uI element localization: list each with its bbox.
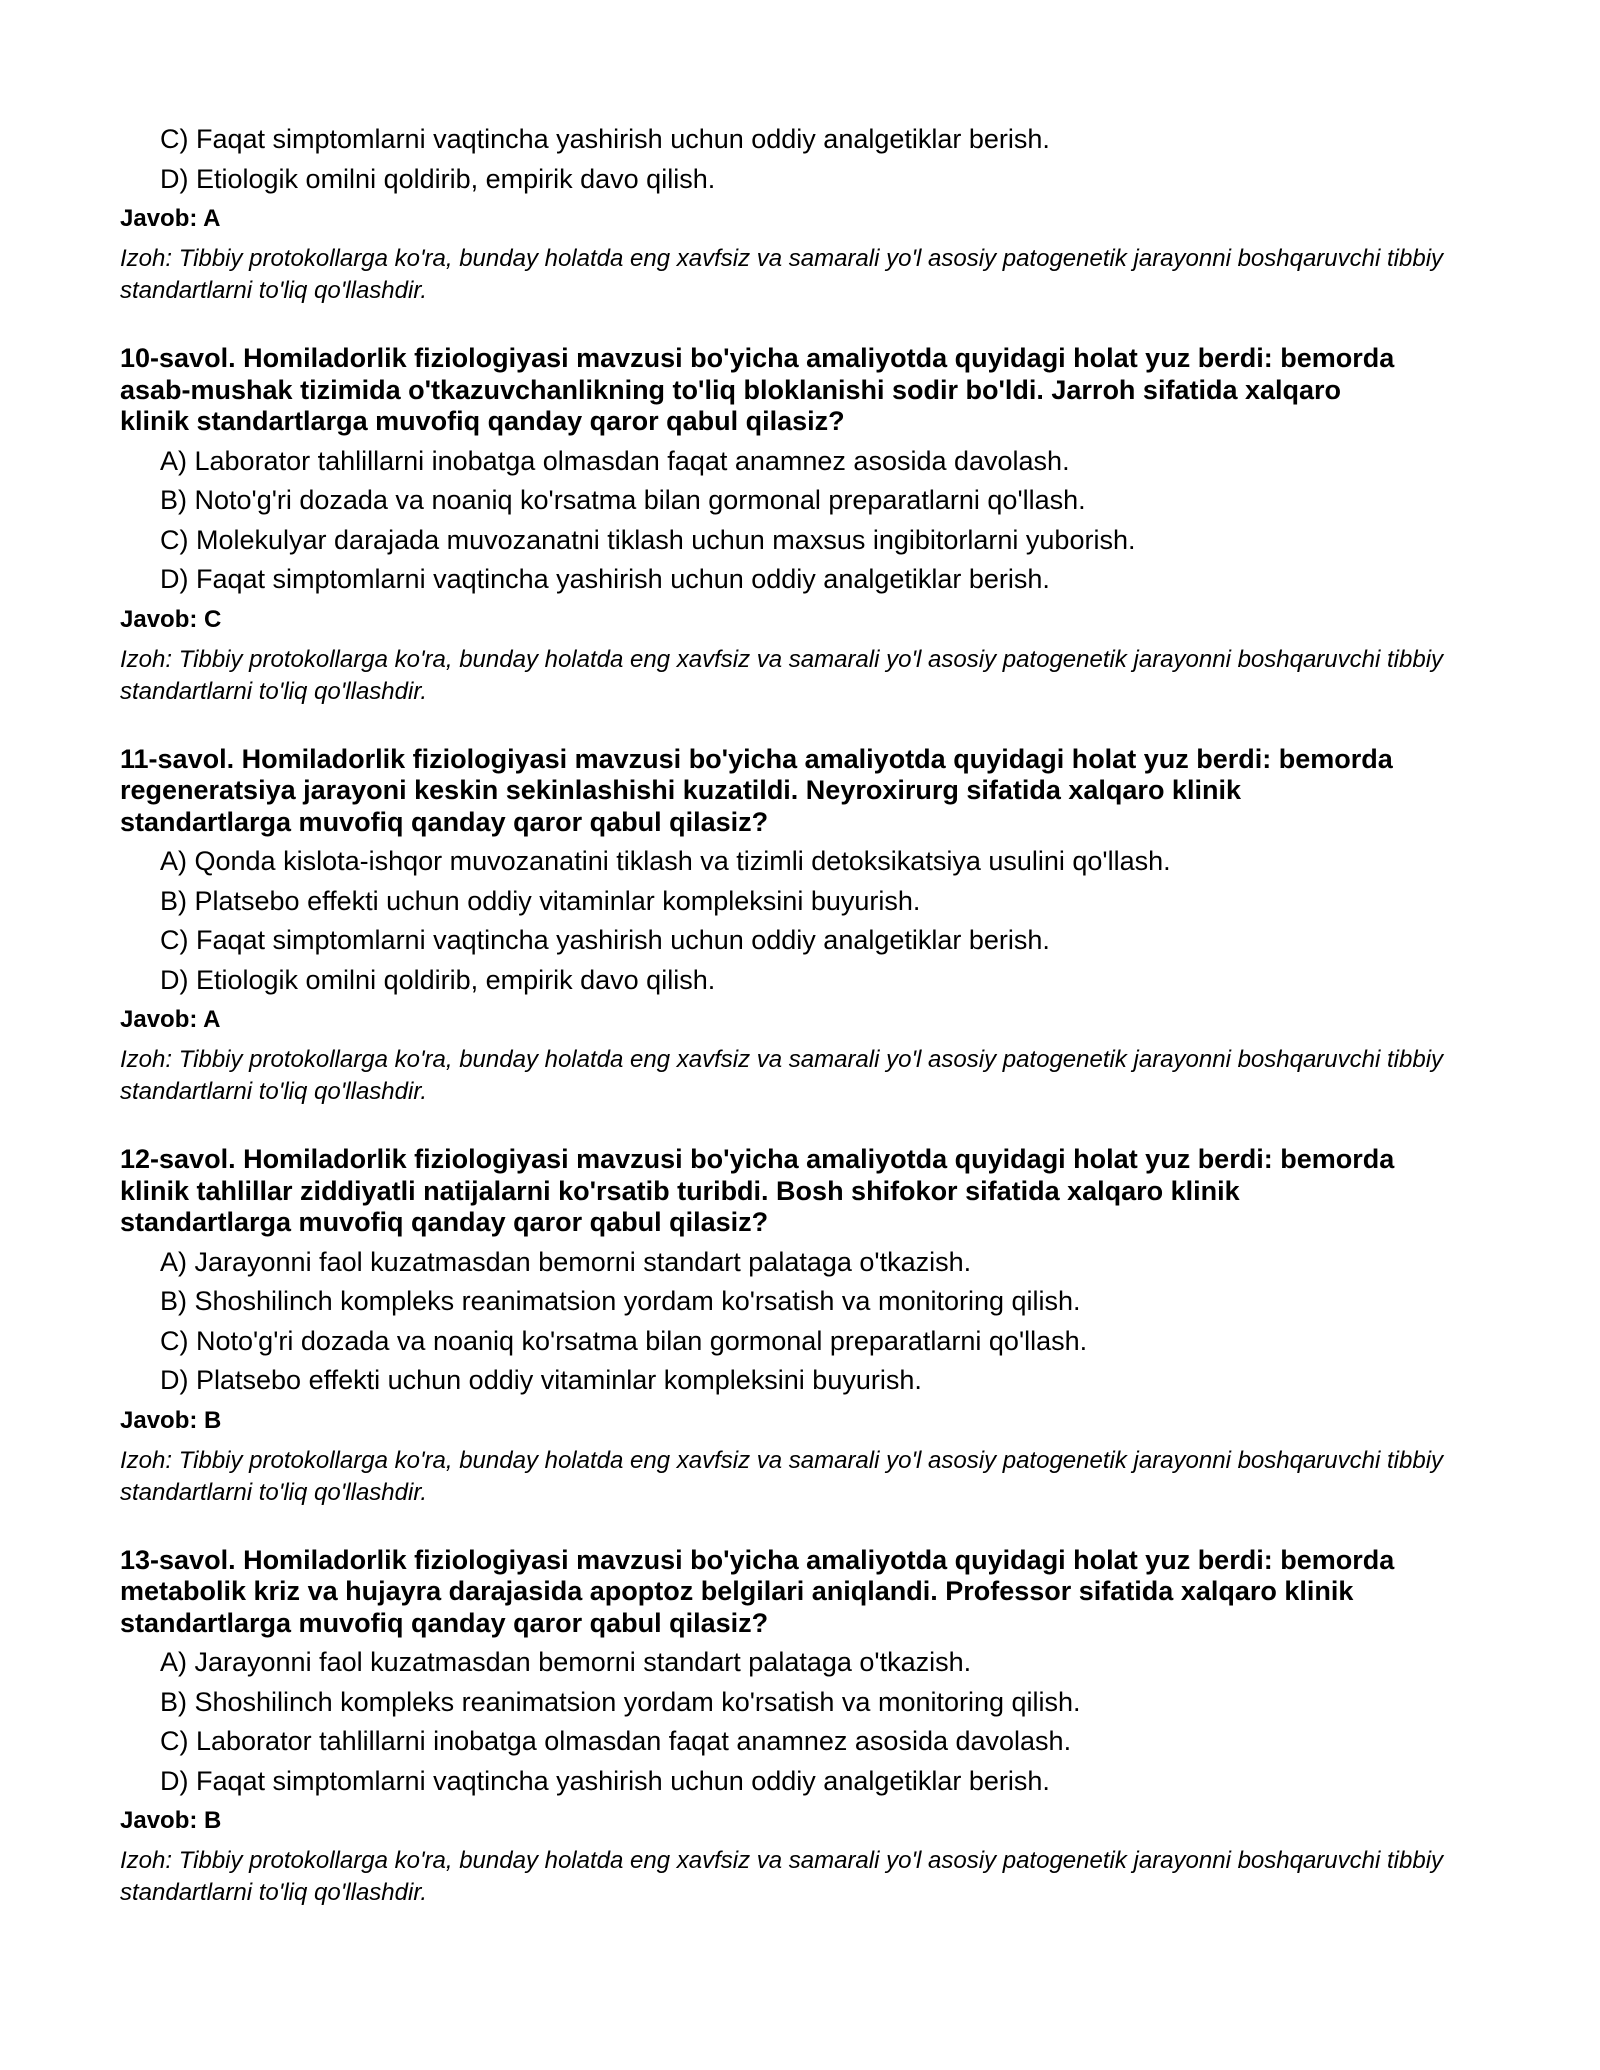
option-c: C) Faqat simptomlarni vaqtincha yashirish uchun oddiy analgetiklar berish.	[160, 124, 1050, 154]
question-line: standartlarga muvofiq qanday qaror qabul qilasiz?	[120, 1207, 769, 1237]
answer-label: Javob: C	[120, 605, 222, 633]
question-line: klinik tahlillar ziddiyatli natijalarni ko'rsatib turibdi. Bosh shifokor sifatida xalqaro klinik	[120, 1175, 1240, 1206]
question-line: 13-savol. Homiladorlik fiziologiyasi mavzusi bo'yicha amaliyotda quyidagi holat yuz berdi: bemorda	[120, 1544, 1395, 1575]
document-page	[120, 120, 1500, 1909]
option-c: C) Laborator tahlillarni inobatga olmasdan faqat anamnez asosida davolash.	[160, 1726, 1072, 1756]
explanation-text: Izoh: Tibbiy protokollarga ko'ra, bunday holatda eng xavfsiz va samarali yo'l asosiy patogenetik jarayonni boshqaruvchi tibbiy standartlarni to'liq qo'llashdir.	[120, 1446, 1444, 1506]
explanation-text: Izoh: Tibbiy protokollarga ko'ra, bunday holatda eng xavfsiz va samarali yo'l asosiy patogenetik jarayonni boshqaruvchi tibbiy standartlarni to'liq qo'llashdir.	[120, 1046, 1444, 1105]
question-line: asab-mushak tizimida o'tkazuvchanlikning to'liq bloklanishi sodir bo'ldi. Jarroh sifatida xalqaro	[120, 374, 1341, 405]
question-line: regeneratsiya jarayoni keskin sekinlashishi kuzatildi. Neyroxirurg sifatida xalqaro klinik	[120, 775, 1241, 805]
option-a: A) Qonda kislota-ishqor muvozanatini tiklash va tizimli detoksikatsiya usulini qo'llash.	[160, 846, 1171, 876]
option-d: D) Etiologik omilni qoldirib, empirik davo qilish.	[160, 964, 716, 995]
answer-label: Javob: A	[120, 1006, 221, 1033]
explanation-text: Izoh: Tibbiy protokollarga ko'ra, bunday holatda eng xavfsiz va samarali yo'l asosiy patogenetik jarayonni boshqaruvchi tibbiy standartlarni to'liq qo'llashdir.	[120, 1847, 1444, 1906]
question-12	[120, 1144, 1500, 1509]
question-line: 10-savol. Homiladorlik fiziologiyasi mavzusi bo'yicha amaliyotda quyidagi holat yuz berdi: bemorda	[120, 343, 1395, 373]
option-a: A) Laborator tahlillarni inobatga olmasdan faqat anamnez asosida davolash.	[160, 445, 1070, 476]
question-line: metabolik kriz va hujayra darajasida apoptoz belgilari aniqlandi. Professor sifatida xalqaro klinik	[120, 1576, 1354, 1606]
option-b: B) Platsebo effekti uchun oddiy vitaminlar kompleksini buyurish.	[160, 885, 921, 916]
question-title	[120, 744, 1500, 839]
question-10	[120, 343, 1500, 708]
question-title	[120, 343, 1500, 438]
question-line: 12-savol. Homiladorlik fiziologiyasi mavzusi bo'yicha amaliyotda quyidagi holat yuz berdi: bemorda	[120, 1144, 1395, 1174]
question-11	[120, 744, 1500, 1109]
answer-label: Javob: A	[120, 205, 221, 232]
option-a: A) Jarayonni faol kuzatmasdan bemorni standart palataga o'tkazish.	[160, 1647, 972, 1677]
answer-label: Javob: B	[120, 1807, 222, 1834]
explanation-text: Izoh: Tibbiy protokollarga ko'ra, bunday holatda eng xavfsiz va samarali yo'l asosiy patogenetik jarayonni boshqaruvchi tibbiy standartlarni to'liq qo'llashdir.	[120, 645, 1444, 705]
option-c: C) Faqat simptomlarni vaqtincha yashirish uchun oddiy analgetiklar berish.	[160, 925, 1050, 955]
explanation-text: Izoh: Tibbiy protokollarga ko'ra, bunday holatda eng xavfsiz va samarali yo'l asosiy patogenetik jarayonni boshqaruvchi tibbiy standartlarni to'liq qo'llashdir.	[120, 245, 1444, 304]
option-b: B) Noto'g'ri dozada va noaniq ko'rsatma bilan gormonal preparatlarni qo'llash.	[160, 485, 1086, 515]
question-line: 11-savol. Homiladorlik fiziologiyasi mavzusi bo'yicha amaliyotda quyidagi holat yuz berdi: bemorda	[120, 743, 1393, 774]
question-line: standartlarga muvofiq qanday qaror qabul qilasiz?	[120, 1607, 769, 1638]
option-b: B) Shoshilinch kompleks reanimatsion yordam ko'rsatish va monitoring qilish.	[160, 1686, 1081, 1717]
question-line: standartlarga muvofiq qanday qaror qabul qilasiz?	[120, 806, 769, 837]
option-d: D) Faqat simptomlarni vaqtincha yashirish uchun oddiy analgetiklar berish.	[160, 1765, 1050, 1796]
question-title	[120, 1545, 1500, 1640]
option-d: D) Etiologik omilni qoldirib, empirik davo qilish.	[160, 163, 716, 194]
option-b: B) Shoshilinch kompleks reanimatsion yordam ko'rsatish va monitoring qilish.	[160, 1286, 1081, 1316]
option-a: A) Jarayonni faol kuzatmasdan bemorni standart palataga o'tkazish.	[160, 1246, 972, 1277]
option-c: C) Molekulyar darajada muvozanatni tiklash uchun maxsus ingibitorlarni yuborish.	[160, 524, 1136, 555]
option-c: C) Noto'g'ri dozada va noaniq ko'rsatma bilan gormonal preparatlarni qo'llash.	[160, 1325, 1088, 1356]
answer-label: Javob: B	[120, 1406, 222, 1434]
question-13	[120, 1545, 1500, 1910]
question-line: klinik standartlarga muvofiq qanday qaror qabul qilasiz?	[120, 406, 845, 436]
question-title	[120, 1144, 1500, 1239]
question-continued	[120, 120, 1500, 307]
option-d: D) Platsebo effekti uchun oddiy vitaminlar kompleksini buyurish.	[160, 1365, 922, 1395]
option-d: D) Faqat simptomlarni vaqtincha yashirish uchun oddiy analgetiklar berish.	[160, 564, 1050, 594]
